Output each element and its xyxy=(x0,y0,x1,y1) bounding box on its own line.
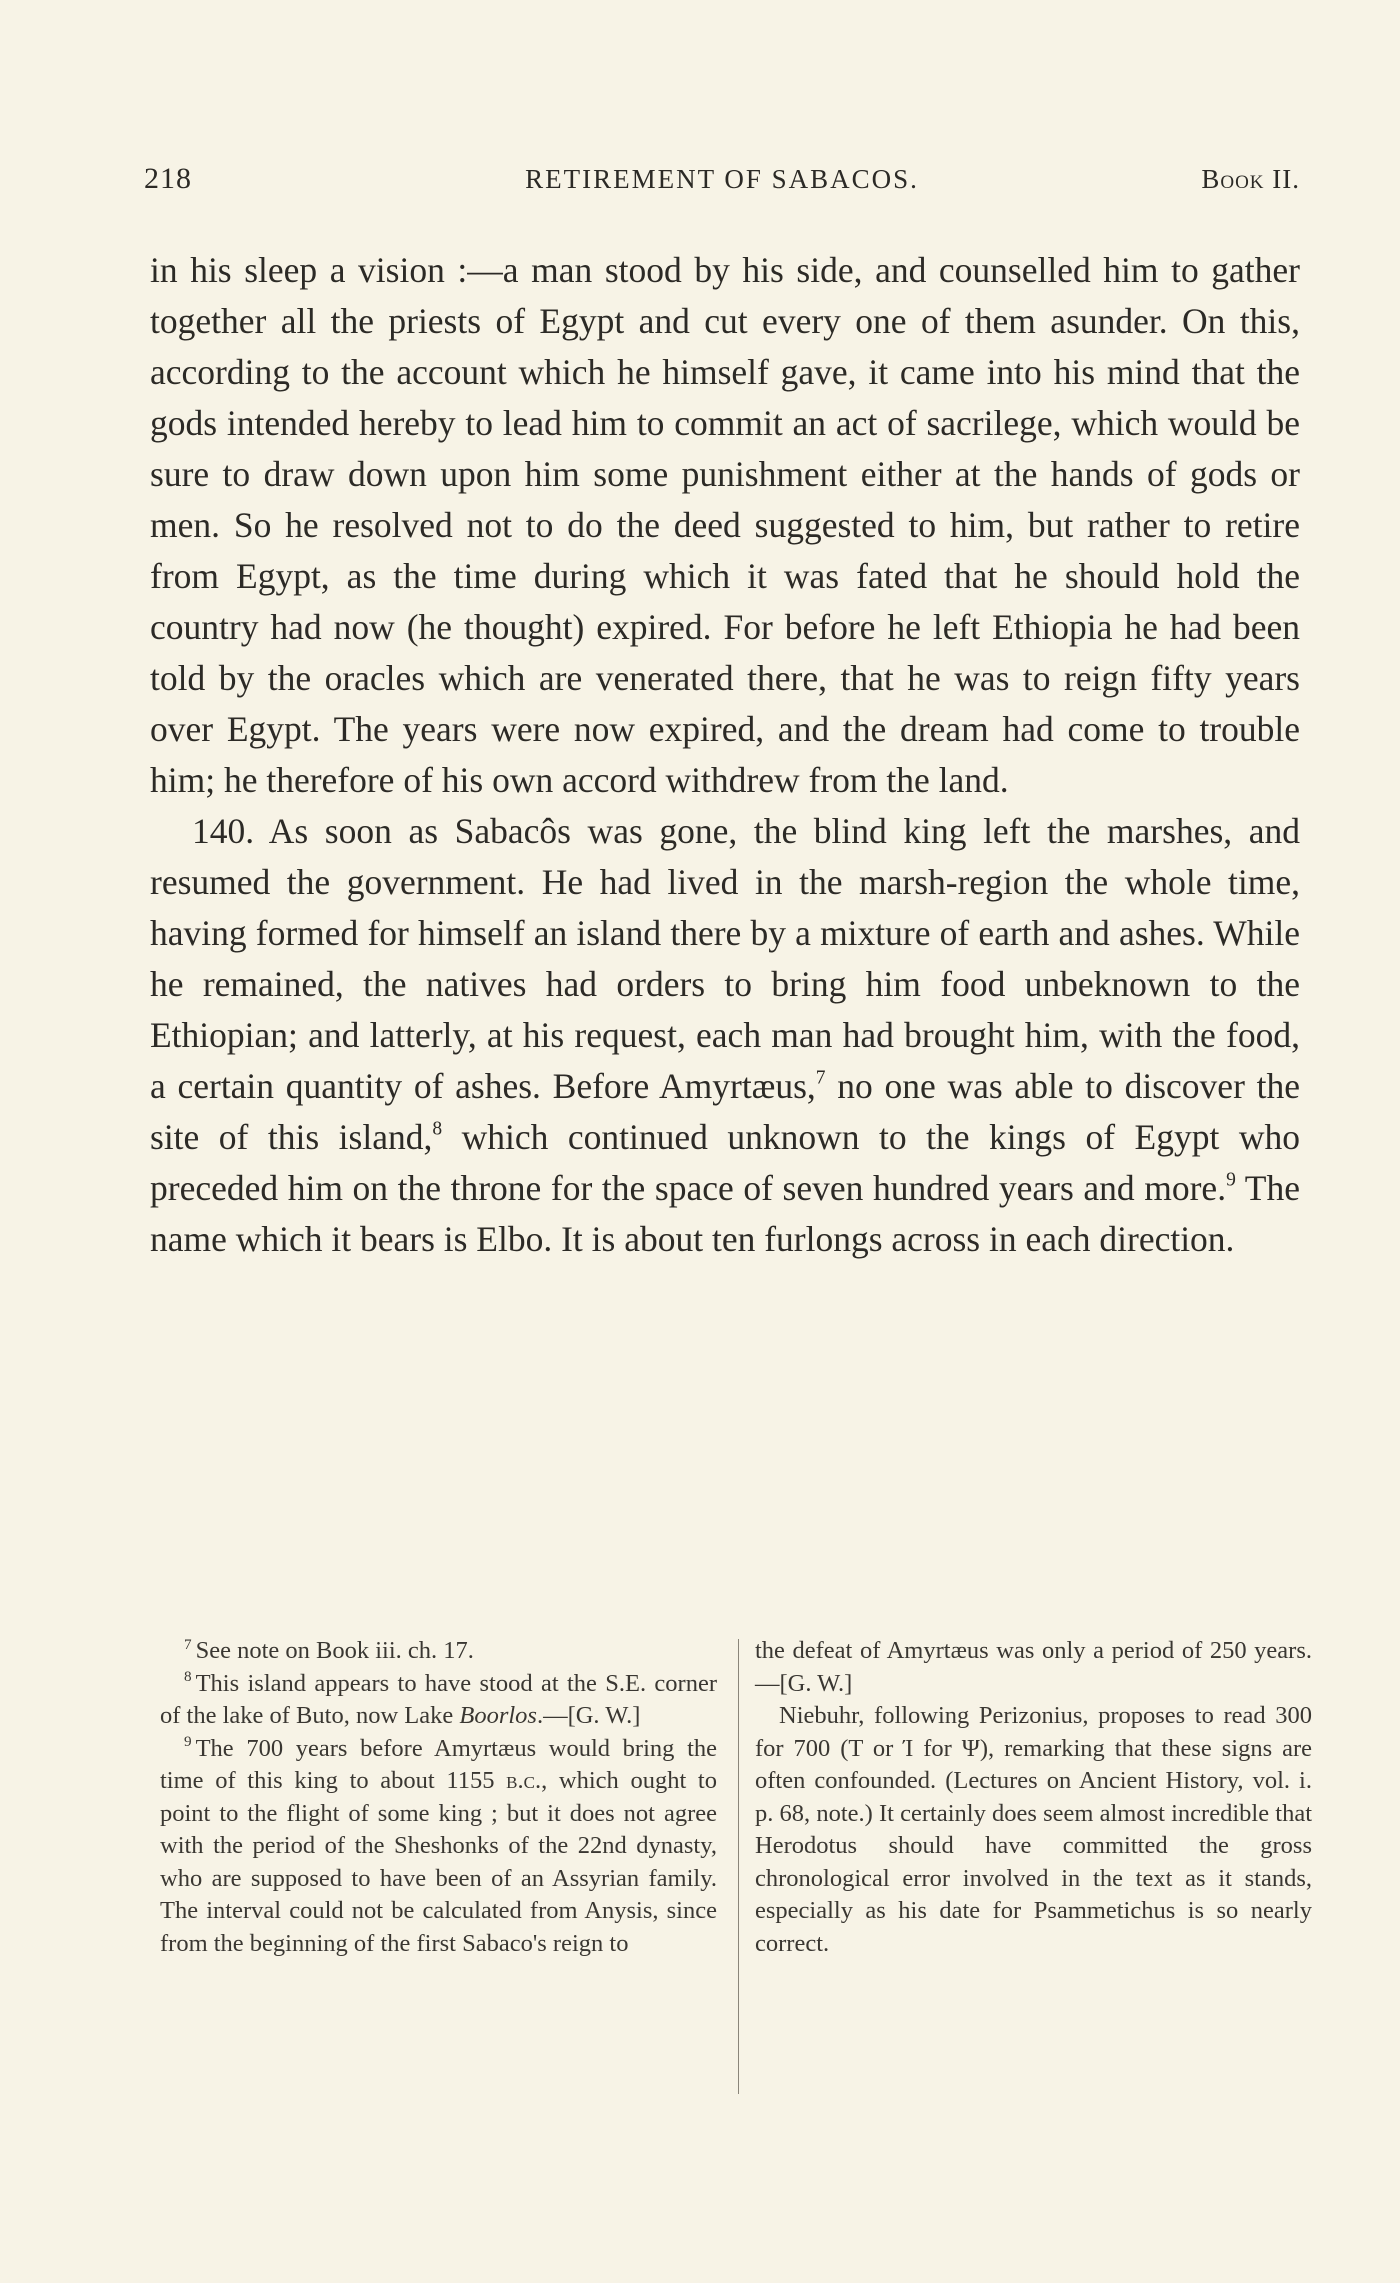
footnotes-right-column xyxy=(755,1635,1312,1960)
footnote-8-mark: 8 xyxy=(184,1668,192,1686)
footnote-niebuhr: Niebuhr, following Perizonius, proposes to read 300 for 700 (T or Ί for Ψ), remarking that these signs are often confounded. (Lectures on Ancient History, vol. i. p. 68, note.) It certainly does seem almost incredible that Herodotus should have committed the gross chronological error involved in the text as it stands, especially as his date for Psammetichus is so nearly correct. xyxy=(755,1702,1312,1957)
footnote-7-text: See note on Book iii. ch. 17. xyxy=(195,1637,474,1664)
paragraph-140 xyxy=(150,806,1300,1265)
footnote-8-text-b: .—[G. W.] xyxy=(536,1702,641,1729)
footnote-ref-8: 8 xyxy=(432,1118,443,1140)
footnote-ref-9: 9 xyxy=(1226,1169,1236,1191)
footnotes-left-column xyxy=(160,1635,717,1960)
running-title: RETIREMENT OF SABACOS. xyxy=(525,164,919,194)
paragraph-1: in his sleep a vision :—a man stood by his side, and counselled him to gather together all the priests of Egypt and cut every one of them asunder. On this, according to the account which he himself gave, it came into his mind that the gods intended hereby to lead him to commit an act of sacrilege, which would be sure to draw down upon him some punishment either at the hands of gods or men. So he resolved not to do the deed suggested to him, but rather to retire from Egypt, as the time during which it was fated that he should hold the country had now (he thought) expired. For before he left Ethiopia he had been told by the oracles which are venerated there, that he was to reign fifty years over Egypt. The years were now expired, and the dream had come to trouble him; he therefore of his own accord withdrew from the land. xyxy=(150,250,1300,800)
footnote-8-text-a: This island appears to have stood at the S.E. corner of the lake of Buto, now Lake xyxy=(160,1669,717,1729)
footnote-7 xyxy=(160,1635,717,1668)
footnote-9-text-a: The 700 years before Amyrtæus would bring the time of this king to about 1155 xyxy=(160,1734,717,1794)
footnote-8-italic: Boorlos xyxy=(459,1702,537,1729)
footnote-ref-7: 7 xyxy=(815,1067,826,1089)
paragraph-140-part-a: 140. As soon as Sabacôs was gone, the blind king left the marshes, and resumed the government. He had lived in the marsh-region the whole time, having formed for himself an island there by a mixture of earth and ashes. While he remained, the natives had orders to bring him food unbeknown to the Ethiopian; and latterly, at his request, each man had brought him, with the food, a certain quantity of ashes. Before Amyrtæus, xyxy=(150,811,1300,1106)
footnote-7-mark: 7 xyxy=(184,1635,192,1653)
footnote-9-continuation: the defeat of Amyrtæus was only a period of 250 years.—[G. W.] xyxy=(755,1637,1312,1697)
column-divider xyxy=(738,1639,739,2094)
paragraph-140-part-b: no one was able to discover the site of this island, xyxy=(150,1066,1300,1157)
book-label: Book II. xyxy=(1201,164,1300,194)
footnote-9-bc: b.c. xyxy=(506,1767,542,1794)
paragraph-140-part-c: which continued unknown to the kings of Egypt who preceded him on the throne for the space of seven hundred years and more. xyxy=(150,1117,1300,1208)
footnote-8 xyxy=(160,1668,717,1733)
page-number: 218 xyxy=(144,162,192,195)
footnote-9 xyxy=(160,1733,717,1961)
running-header xyxy=(144,162,1300,202)
footnotes xyxy=(160,1635,1312,2095)
paragraph-140-part-d: The name which it bears is Elbo. It is about ten furlongs across in each direction. xyxy=(150,1168,1300,1259)
footnote-9-text-b: , which ought to point to the flight of some king ; but it does not agree with the period of the Sheshonks of the 22nd dynasty, who are supposed to have been of an Assyrian family. The interval could not be calculated from Anysis, since from the beginning of the first Sabaco's reign to xyxy=(160,1767,717,1957)
footnote-9-mark: 9 xyxy=(184,1733,192,1751)
main-text xyxy=(150,245,1300,1265)
